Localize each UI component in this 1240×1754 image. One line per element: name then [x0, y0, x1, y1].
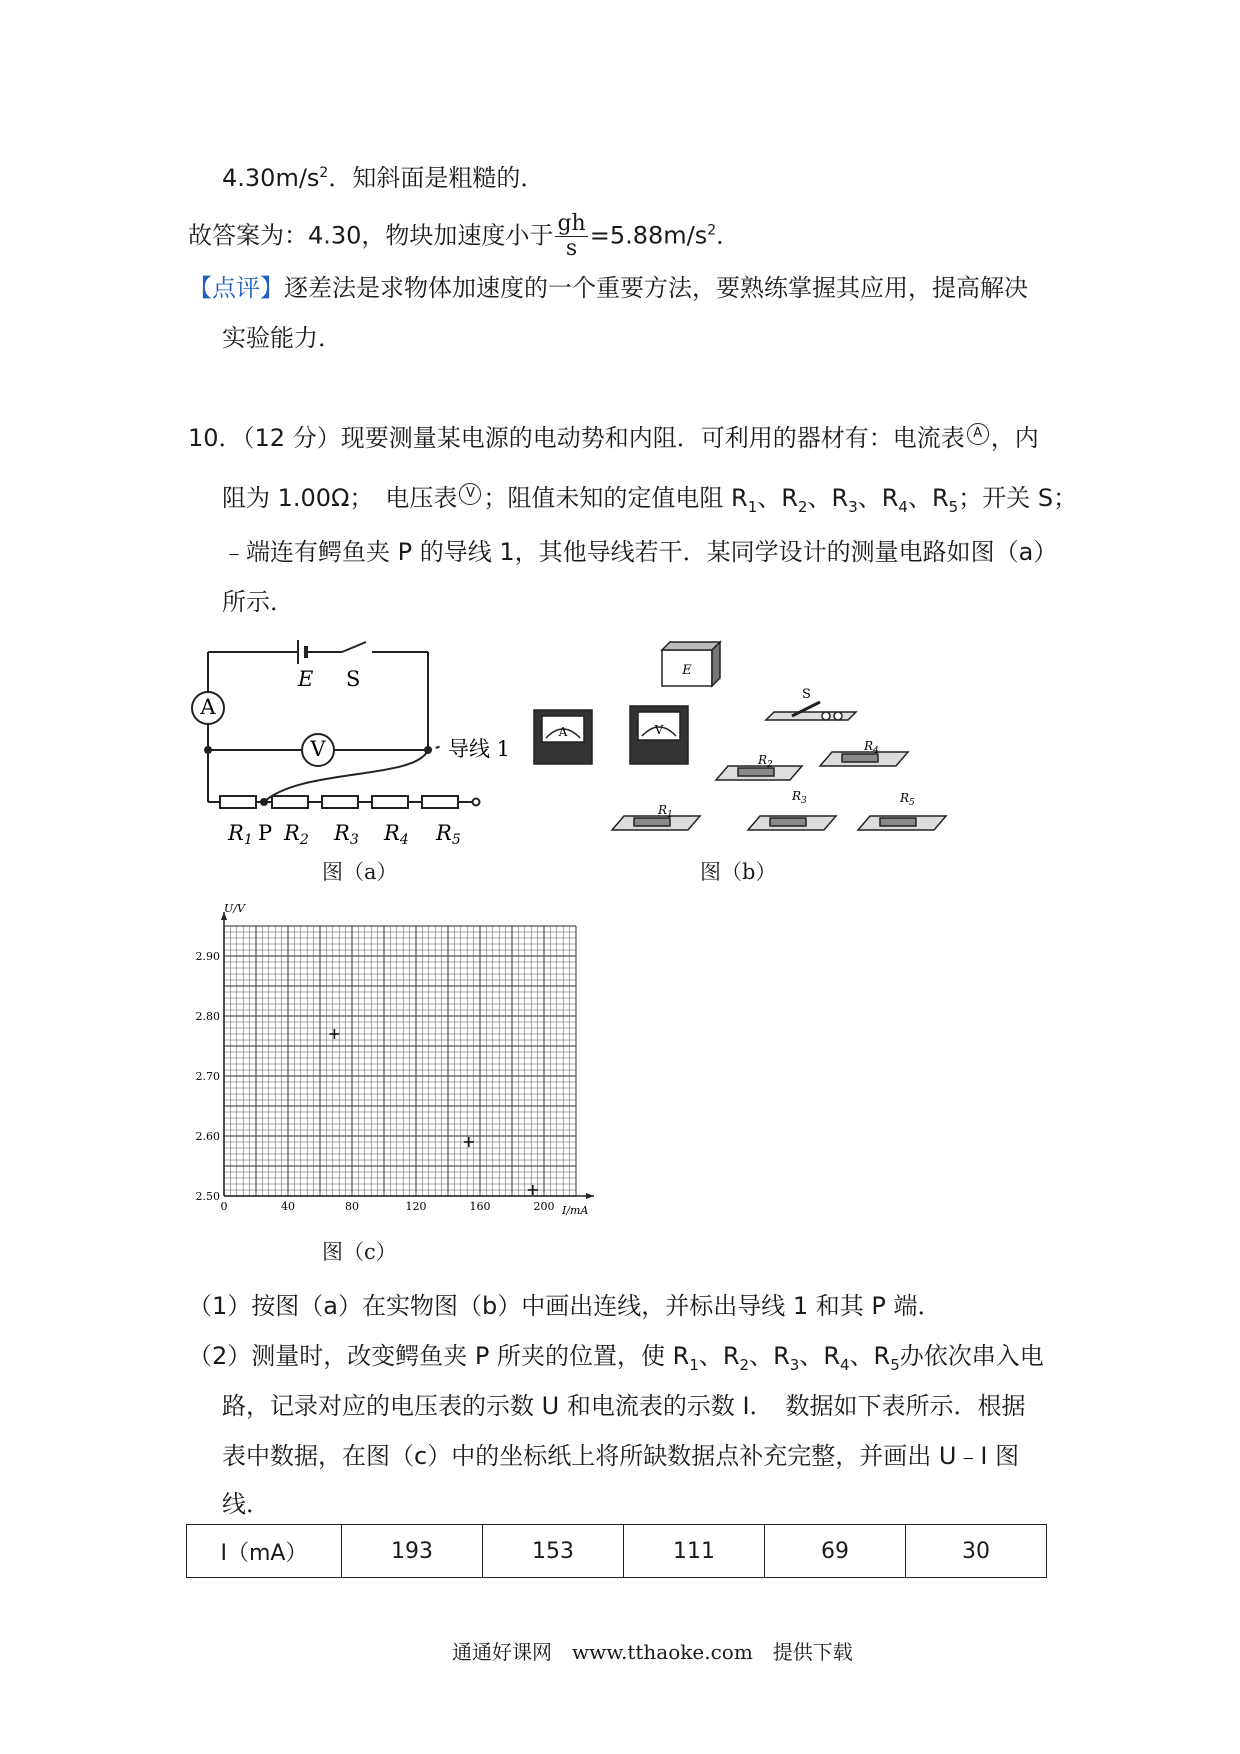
comment-tag: 【点评】: [188, 274, 284, 302]
ammeter-symbol: A: [967, 423, 989, 445]
subquestion-2-line-2: 路，记录对应的电压表的示数 U 和电流表的示数 I． 数据如下表所示．根据: [222, 1392, 1026, 1420]
p-label: P: [258, 821, 273, 845]
table-cell: 30: [906, 1525, 1047, 1578]
y-axis-label: U/V: [224, 902, 245, 915]
subquestion-2-line-1: （2）测量时，改变鳄鱼夹 P 所夹的位置，使 $R_1$、$R_2$、$R_3$、$R_4$、$R_5$办依次串入电: [188, 1342, 1044, 1374]
y-tick-label: 2.90: [195, 950, 220, 963]
q10-line-3: ﹣端连有鳄鱼夹 P 的导线 1，其他导线若干．某同学设计的测量电路如图（a）: [222, 538, 1058, 566]
subquestion-2-line-3: 表中数据，在图（c）中的坐标纸上将所缺数据点补充完整，并画出 U﹣I 图: [222, 1442, 1020, 1470]
x-tick-label: 80: [345, 1200, 359, 1213]
wire-1-label: 导线 1: [448, 737, 511, 761]
x-axis-label: I/mA: [562, 1204, 589, 1217]
chart-grid: [224, 926, 576, 1196]
figure-b-caption: 图（b）: [700, 860, 777, 884]
x-axis-arrow: [586, 1193, 594, 1199]
ammeter-label: A: [200, 695, 216, 719]
x-tick-label: 40: [281, 1200, 295, 1213]
table-cell: 69: [765, 1525, 906, 1578]
q10-line-4: 所示．: [222, 588, 294, 616]
x-tick-label: 200: [533, 1200, 555, 1213]
r1-label: R1: [228, 821, 253, 848]
answer-line-2: 故答案为：4.30，物块加速度小于 $\frac{gh}{s}$ $=5.88m/s^2$．: [188, 211, 741, 261]
q10-line-2: 阻为 1.00Ω； 电压表 V ；阻值未知的定值电阻 $R_1$、$R_2$、$R_3$、$R_4$、$R_5$；开关 S；: [222, 484, 1078, 516]
page-footer: 通通好课网 www.tthaoke.com 提供下载: [452, 1640, 853, 1664]
apparatus-figure-b: [530, 640, 950, 850]
real-r4-label: $R_4$: [864, 739, 879, 756]
real-voltmeter-label: V: [654, 723, 664, 737]
x-tick-label: 0: [220, 1200, 228, 1213]
r5-label: R5: [436, 821, 461, 848]
r4-label: R4: [384, 821, 409, 848]
data-point: [329, 1029, 339, 1039]
table-cell: 111: [624, 1525, 765, 1578]
table-header-cell: I（mA）: [187, 1525, 342, 1578]
answer-line-1: $4.30m/s^2$．知斜面是粗糙的．: [222, 164, 545, 192]
y-tick-label: 2.60: [195, 1130, 220, 1143]
data-point: [528, 1185, 538, 1195]
r3-label: R3: [334, 821, 359, 848]
battery-label: E: [682, 663, 692, 678]
x-tick-label: 120: [405, 1200, 427, 1213]
comment-line-1: 【点评】逐差法是求物体加速度的一个重要方法，要熟练掌握其应用，提高解决: [188, 274, 1028, 302]
x-tick-label: 160: [469, 1200, 491, 1213]
chart-axes: [221, 912, 594, 1199]
voltmeter-symbol: V: [459, 483, 481, 505]
real-r3-label: $R_3$: [792, 789, 807, 806]
figure-c-caption: 图（c）: [322, 1240, 397, 1264]
subquestion-1: （1）按图（a）在实物图（b）中画出连线，并标出导线 1 和其 P 端．: [188, 1292, 942, 1320]
u-i-chart: [186, 898, 606, 1218]
comment-line-2: 实验能力．: [222, 324, 342, 352]
data-table: [186, 1524, 1047, 1578]
voltmeter-label: V: [310, 737, 326, 761]
fraction-gh-over-s: $\frac{gh}{s}$: [557, 211, 586, 261]
data-point: [464, 1137, 474, 1147]
table-cell: 193: [342, 1525, 483, 1578]
switch-label: S: [346, 667, 361, 691]
y-tick-label: 2.50: [195, 1190, 220, 1203]
y-tick-label: 2.70: [195, 1070, 220, 1083]
emf-label: E: [298, 667, 314, 691]
real-r5-label: $R_5$: [900, 791, 915, 808]
table-cell: 153: [483, 1525, 624, 1578]
q10-line-1: 10．（12 分）现要测量某电源的电动势和内阻．可利用的器材有：电流表 A ，内: [188, 424, 1039, 452]
circuit-diagram-a: [180, 640, 520, 850]
real-r2-label: $R_2$: [758, 753, 773, 770]
real-r1-label: $R_1$: [658, 803, 673, 820]
subquestion-2-line-4: 线．: [222, 1490, 270, 1518]
table-row: [187, 1525, 1047, 1578]
real-switch-label: S: [802, 687, 811, 702]
y-tick-label: 2.80: [195, 1010, 220, 1023]
r2-label: R2: [284, 821, 309, 848]
real-ammeter-label: A: [558, 725, 568, 739]
figure-a-caption: 图（a）: [322, 860, 398, 884]
